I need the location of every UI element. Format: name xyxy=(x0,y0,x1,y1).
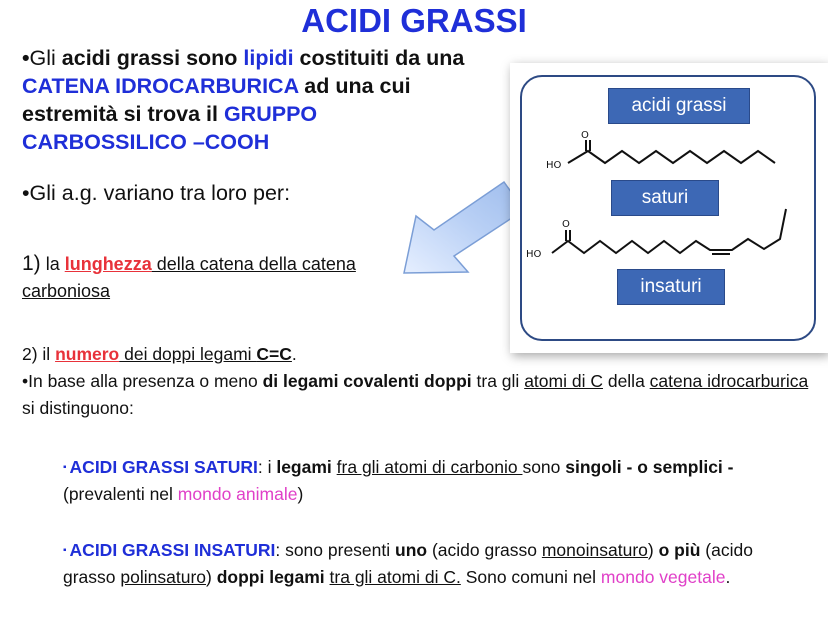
fatty-acid-diagram xyxy=(510,63,828,353)
intro-paragraph: •Gli acidi grassi sono lipidi costituiti da una CATENA IDROCARBURICA ad una cui estremità si trova il GRUPPO CARBOSSILICO –COOH xyxy=(22,46,465,154)
saturated-hydroxyl-label: HO xyxy=(546,160,562,171)
square-bullet-icon: ▪ xyxy=(63,545,67,556)
arrow-down-left-icon xyxy=(400,178,528,278)
variation-line: •Gli a.g. variano tra loro per: xyxy=(22,181,291,205)
saturated-definition: ▪ ACIDI GRASSI SATURI: i legami fra gli atomi di carbonio sono singoli - o semplici - (prevalenti nel mondo animale) xyxy=(63,457,734,504)
molecule-structures xyxy=(510,63,828,353)
basis-text: •In base alla presenza o meno di legami covalenti doppi tra gli atomi di C della catena idrocarburica si distinguono: xyxy=(22,371,809,418)
unsaturated-hydroxyl-label: HO xyxy=(526,249,542,260)
point-two: 2) il numero dei doppi legami C=C. xyxy=(22,344,297,364)
label-acidi-grassi: acidi grassi xyxy=(608,88,750,124)
point-two-and-basis xyxy=(22,341,812,422)
unsaturated-oxygen-label: O xyxy=(562,219,570,230)
label-saturi: saturi xyxy=(611,180,719,216)
unsaturated-chain xyxy=(552,209,786,254)
page-title: ACIDI GRASSI xyxy=(301,2,527,39)
label-insaturi: insaturi xyxy=(617,269,725,305)
saturated-oxygen-label: O xyxy=(581,130,589,141)
square-bullet-icon: ▪ xyxy=(63,462,67,473)
point-one: 1) la lunghezza della catena della catena carboniosa xyxy=(22,252,356,301)
saturated-chain xyxy=(568,140,775,163)
unsaturated-definition: ▪ ACIDI GRASSI INSATURI: sono presenti uno (acido grasso monoinsaturo) o più (acido grasso polinsaturo) doppi legami tra gli atomi di C. Sono comuni nel mondo vegetale. xyxy=(63,540,753,587)
